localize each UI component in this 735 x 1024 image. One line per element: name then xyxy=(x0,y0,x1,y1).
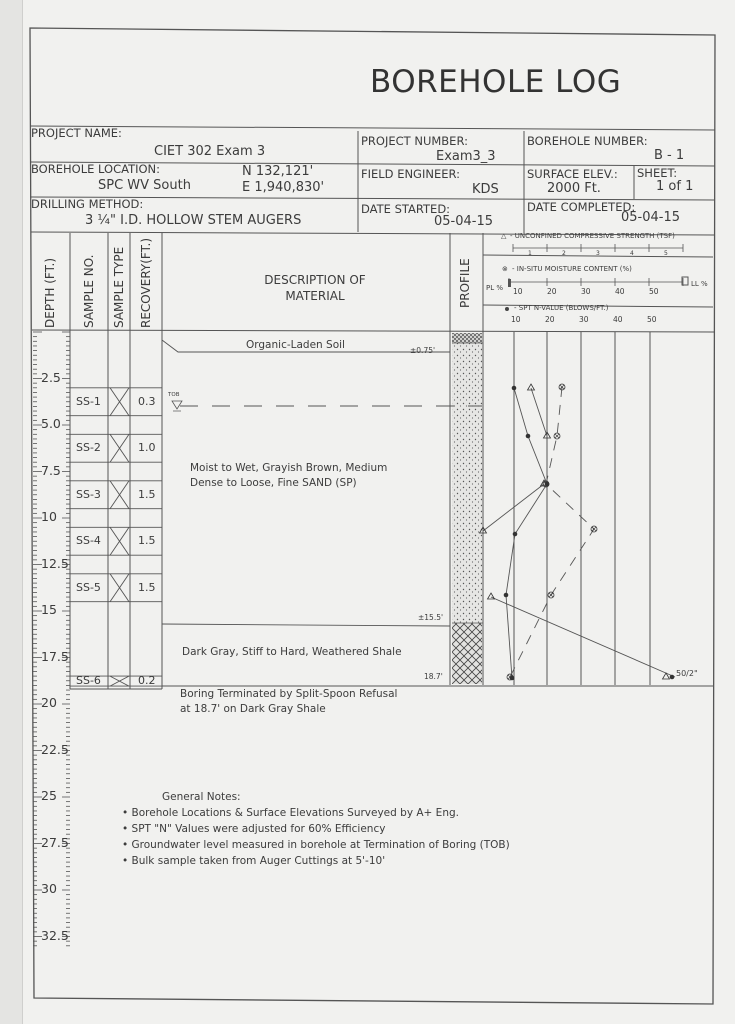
svg-text:⊗: ⊗ xyxy=(502,265,508,273)
depth-label: 2.5 xyxy=(41,369,61,385)
moisture-legend: - IN-SITU MOISTURE CONTENT (%) xyxy=(512,265,632,273)
project-name: CIET 302 Exam 3 xyxy=(154,144,266,159)
ucs-legend: - UNCONFINED COMPRESSIVE STRENGTH (TSF) xyxy=(510,232,675,240)
spt-tick: 30 xyxy=(579,315,589,324)
spt-tick: 10 xyxy=(511,315,521,324)
bullet: • xyxy=(122,855,132,867)
depth-label: 15 xyxy=(41,602,57,617)
ucs-tick: 3 xyxy=(596,250,600,257)
depth-label: 20 xyxy=(41,695,57,710)
spt-tick: 50 xyxy=(647,315,657,324)
note-text: Groundwater level measured in borehole at Termination of Boring (TOB) xyxy=(131,839,510,851)
spt-point xyxy=(670,675,675,680)
sample-number: SS-4 xyxy=(76,534,101,548)
depth-label: 30 xyxy=(41,881,57,896)
moisture-tick: 50 xyxy=(649,287,659,296)
note-text: Bulk sample taken from Auger Cuttings at 5'-10' xyxy=(131,855,386,867)
field-engineer-label: FIELD ENGINEER: xyxy=(361,167,461,181)
date-completed-label: DATE COMPLETED: xyxy=(527,200,636,214)
borehole-number-label: BOREHOLE NUMBER: xyxy=(527,134,648,148)
notes-heading: General Notes: xyxy=(162,791,241,803)
note-text: SPT "N" Values were adjusted for 60% Efficiency xyxy=(131,823,386,835)
sand-depth: ±15.5' xyxy=(418,613,444,622)
sample-recovery: 1.0 xyxy=(138,441,156,455)
moisture-point-mark xyxy=(549,593,553,597)
note-text: Borehole Locations & Surface Elevations Surveyed by A+ Eng. xyxy=(131,807,459,819)
date-started-label: DATE STARTED: xyxy=(361,202,451,216)
depth-column-header: DEPTH (FT.) xyxy=(43,257,57,328)
sample-recovery: 1.5 xyxy=(138,580,156,594)
spt-point xyxy=(504,593,509,598)
sample-number: SS-1 xyxy=(76,394,101,408)
moisture-tick: 20 xyxy=(547,287,557,296)
depth-label: 7.5 xyxy=(41,462,61,478)
sample-recovery: 1.5 xyxy=(138,534,156,548)
spt-point xyxy=(526,434,531,439)
sample-no-column-header: SAMPLE NO. xyxy=(82,254,96,328)
spt-point xyxy=(513,532,518,537)
note-item xyxy=(122,838,510,853)
sample-recovery: 1.5 xyxy=(138,487,156,501)
refusal-label: 50/2" xyxy=(676,669,698,678)
spt-tick: 40 xyxy=(613,315,623,324)
drilling-method: 3 ¼" I.D. HOLLOW STEM AUGERS xyxy=(85,213,302,228)
stratum-sand: Moist to Wet, Grayish Brown, Medium Dense to Loose, Fine SAND (SP) xyxy=(190,462,388,489)
profile-column-header: PROFILE xyxy=(458,258,472,308)
depth-label: 12.5 xyxy=(41,555,69,571)
page-title: BOREHOLE LOG xyxy=(370,64,622,100)
depth-label: 25 xyxy=(41,788,57,803)
date-started: 05-04-15 xyxy=(434,214,494,229)
note-item xyxy=(122,854,385,869)
liquid-limit-label: LL % xyxy=(691,280,708,288)
surface-elev: 2000 Ft. xyxy=(547,181,601,196)
recovery-column-header: RECOVERY(FT.) xyxy=(139,238,153,328)
depth-label: 10 xyxy=(41,509,57,524)
project-name-label: PROJECT NAME: xyxy=(31,126,122,140)
sheet-label: SHEET: xyxy=(637,166,678,180)
bullet: • xyxy=(122,823,132,835)
stratum-shale: Dark Gray, Stiff to Hard, Weathered Shale xyxy=(182,646,402,658)
borehole-location-label: BOREHOLE LOCATION: xyxy=(31,162,161,176)
sheet-number: 1 of 1 xyxy=(656,179,694,194)
sample-recovery: 0.2 xyxy=(138,674,156,688)
project-number-label: PROJECT NUMBER: xyxy=(361,134,468,148)
moisture-tick: 30 xyxy=(581,287,591,296)
plastic-limit-label: PL % xyxy=(486,284,503,292)
termination-note: Boring Terminated by Split-Spoon Refusal at 18.7' on Dark Gray Shale xyxy=(180,688,398,715)
depth-label: 17.5 xyxy=(41,648,69,664)
organic-depth: ±0.75' xyxy=(410,346,436,355)
ucs-tick: 4 xyxy=(630,250,634,257)
moisture-tick: 40 xyxy=(615,287,625,296)
drilling-method-label: DRILLING METHOD: xyxy=(31,197,144,211)
ucs-tick: 1 xyxy=(528,250,532,257)
bullet: • xyxy=(122,839,132,851)
ucs-tick: 5 xyxy=(664,250,668,257)
northing: N 132,121' xyxy=(242,164,314,179)
sample-number: SS-6 xyxy=(76,674,101,688)
stratum-organic: Organic-Laden Soil xyxy=(246,339,345,351)
spt-line xyxy=(506,388,547,678)
bullet: • xyxy=(122,807,132,819)
svg-text:△: △ xyxy=(501,232,507,240)
depth-label: 5.0 xyxy=(41,416,61,431)
ucs-line xyxy=(531,388,547,436)
moisture-point-mark xyxy=(555,434,559,438)
project-number: Exam3_3 xyxy=(436,149,496,164)
depth-label: 22.5 xyxy=(41,741,69,757)
depth-label: 32.5 xyxy=(41,927,69,943)
groundwater-symbol: TOB xyxy=(168,392,180,398)
borehole-location: SPC WV South xyxy=(98,178,191,193)
spt-legend: - SPT N-VALUE (BLOWS/FT.) xyxy=(514,304,609,312)
easting: E 1,940,830' xyxy=(242,180,325,195)
spt-tick: 20 xyxy=(545,315,555,324)
spt-point xyxy=(512,386,517,391)
field-engineer: KDS xyxy=(472,182,499,197)
date-completed: 05-04-15 xyxy=(621,210,681,225)
moisture-point-mark xyxy=(592,527,596,531)
depth-label: 27.5 xyxy=(41,834,69,850)
surface-elev-label: SURFACE ELEV.: xyxy=(527,167,618,181)
sample-type-column-header: SAMPLE TYPE xyxy=(112,246,126,328)
shale-depth: 18.7' xyxy=(424,672,443,681)
sample-number: SS-3 xyxy=(76,487,101,501)
moisture-tick: 10 xyxy=(513,287,523,296)
sample-recovery: 0.3 xyxy=(138,394,156,408)
ucs-tick: 2 xyxy=(562,250,566,257)
note-item xyxy=(122,822,385,837)
spt-refusal-line xyxy=(491,597,675,677)
note-item xyxy=(122,806,459,821)
borehole-number: B - 1 xyxy=(654,148,685,163)
sample-number: SS-2 xyxy=(76,441,101,455)
sample-number: SS-5 xyxy=(76,580,101,594)
description-column-header: DESCRIPTION OF MATERIAL xyxy=(264,273,366,303)
